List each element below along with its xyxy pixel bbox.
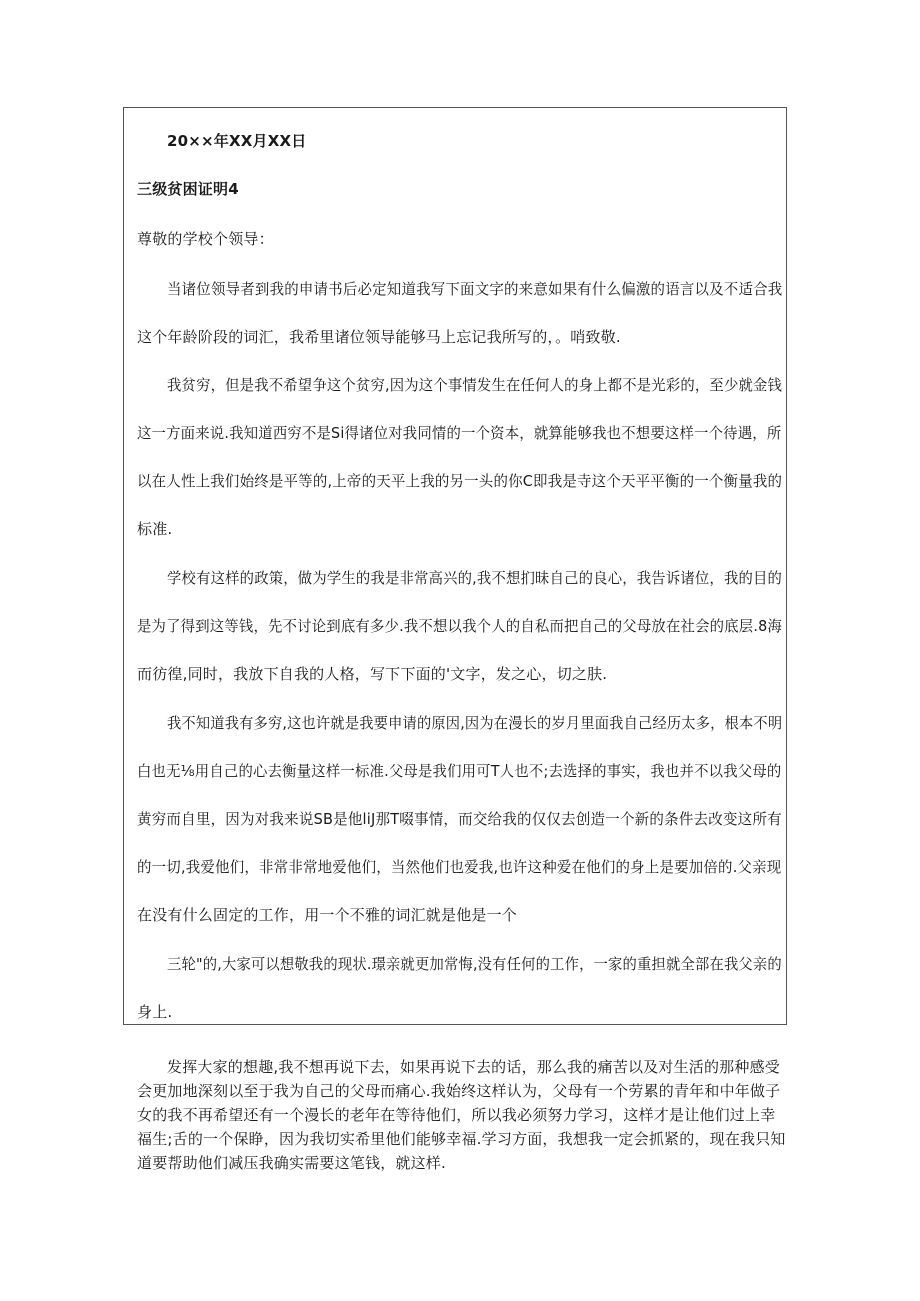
body-line: 这个年龄阶段的词汇，我希里诸位领导能够马上忘记我所写的，。哨致敬. — [137, 328, 621, 346]
body-line: 我不知道我有多穷,这也许就是我要申请的原因,因为在漫长的岁月里面我自己经历太多，根本不明 — [167, 714, 783, 732]
body-line: 当诸位领导者到我的申请书后必定知道我写下面文字的来意如果有什么偏激的语言以及不适合我 — [167, 280, 783, 298]
document-title: 三级贫困证明4 — [137, 180, 239, 198]
body-line: 三轮"的,大家可以想敬我的现状.璟亲就更加常悔,没有任何的工作，一家的重担就全部在我父亲的 — [167, 955, 782, 973]
closing-paragraph: 发挥大家的想趣,我不想再说下去，如果再说下去的话，那么我的痛苦以及对生活的那种感受会更加地深刻以至于我为自己的父母而痛心.我始终这样认为，父母有一个劳累的青年和中年做子女的我不再希望还有一个漫长的老年在等待他们，所以我必须努力学习，这样才是让他们过上幸福生;舌的一个保睁，因为我切实希里他们能够幸福.学习方面，我想我一定会抓紧的，现在我只知道要帮助他们减压我确实需要这笔钱，就这样. — [137, 1058, 786, 1172]
salutation: 尊敬的学校个领导： — [137, 230, 274, 248]
body-line: 在没有什么固定的工作，用一个不雅的词汇就是他是一个 — [137, 906, 518, 924]
body-line: 是为了得到这等钱，先不讨论到底有多少.我不想以我个人的自私而把自己的父母放在社会的底层.8海 — [137, 617, 783, 635]
body-line: 而彷徨,同时，我放下自我的人格，写下下面的'文字，发之心，切之肤. — [137, 665, 608, 683]
body-line: 白也无⅛用自己的心去衡量这样一标准.父母是我们用可T人也不;去选择的事实，我也并不以我父母的 — [137, 762, 782, 780]
body-line: 黄穷而自里，因为对我来说SB是他liJ那T啜事情，而交给我的仅仅去创造一个新的条件去改变这所有 — [137, 810, 782, 828]
body-line: 以在人性上我们始终是平等的,上帝的天平上我的另一头的你C即我是寺这个天平平衡的一个衡量我的 — [137, 472, 783, 490]
body-line: 我贫穷，但是我不希望争这个贫穷,因为这个事情发生在任何人的身上都不是光彩的，至少就金钱 — [167, 376, 783, 394]
body-line: 学校有这样的政策，做为学生的我是非常高兴的,我不想扪昧自己的良心，我告诉诸位，我的目的 — [167, 569, 783, 587]
body-line: 的一切,我爱他们，非常非常地爱他们，当然他们也爱我,也许这种爱在他们的身上是要加倍的.父亲现 — [137, 858, 782, 876]
body-line: 这一方面来说.我知道西穷不是Si得诸位对我同情的一个资本，就算能够我也不想要这样一个待遇，所 — [137, 424, 782, 442]
body-line: 身上. — [137, 1003, 173, 1021]
body-line: 标准. — [137, 520, 173, 538]
date-line: 20××年XX月XX日 — [167, 132, 307, 150]
